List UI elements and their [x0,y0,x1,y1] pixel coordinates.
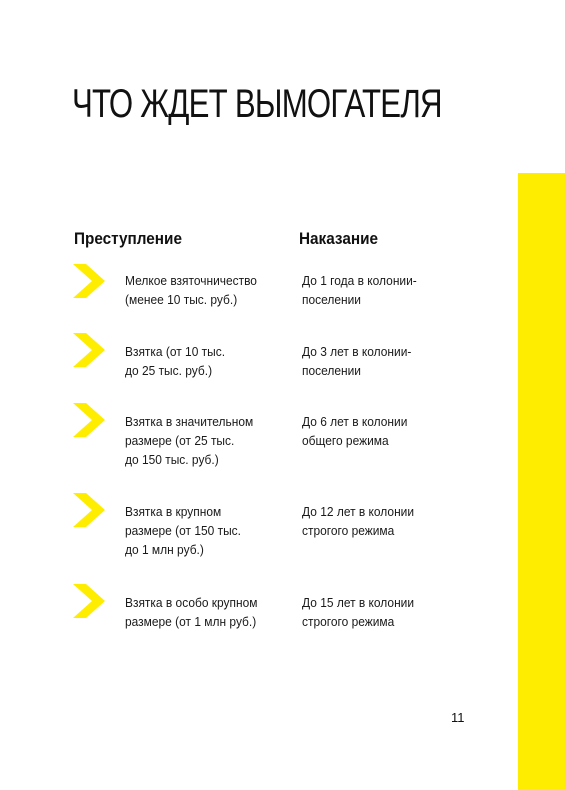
punishment-cell: До 6 лет в колонии общего режима [302,414,408,448]
column-header-punishment: Наказание [299,229,378,248]
yellow-chevron-icon [73,403,105,437]
yellow-chevron-icon [73,584,105,618]
page-number: 11 [451,710,465,725]
punishment-cell: До 15 лет в колонии строгого режима [302,595,415,629]
yellow-chevron-icon [73,264,105,298]
punishment-cell: До 1 года в колонии- поселении [302,273,417,307]
yellow-side-bar [518,173,565,790]
punishment-cell: До 12 лет в колонии строгого режима [302,504,415,538]
crime-cell: Взятка в значительном размере (от 25 тыс. до 150 тыс. руб.) [125,414,254,467]
page-title: ЧТО ЖДЕТ ВЫМОГАТЕЛЯ [72,82,442,126]
yellow-chevron-icon [73,493,105,527]
crime-cell: Взятка в особо крупном размере (от 1 млн руб.) [125,595,258,629]
crime-cell: Мелкое взяточничество (менее 10 тыс. руб.) [125,273,257,307]
crime-cell: Взятка (от 10 тыс. до 25 тыс. руб.) [125,344,226,378]
punishment-cell: До 3 лет в колонии- поселении [302,344,412,378]
crime-cell: Взятка в крупном размере (от 150 тыс. до 1 млн руб.) [125,504,241,557]
yellow-chevron-icon [73,333,105,367]
column-header-crime: Преступление [74,229,182,248]
